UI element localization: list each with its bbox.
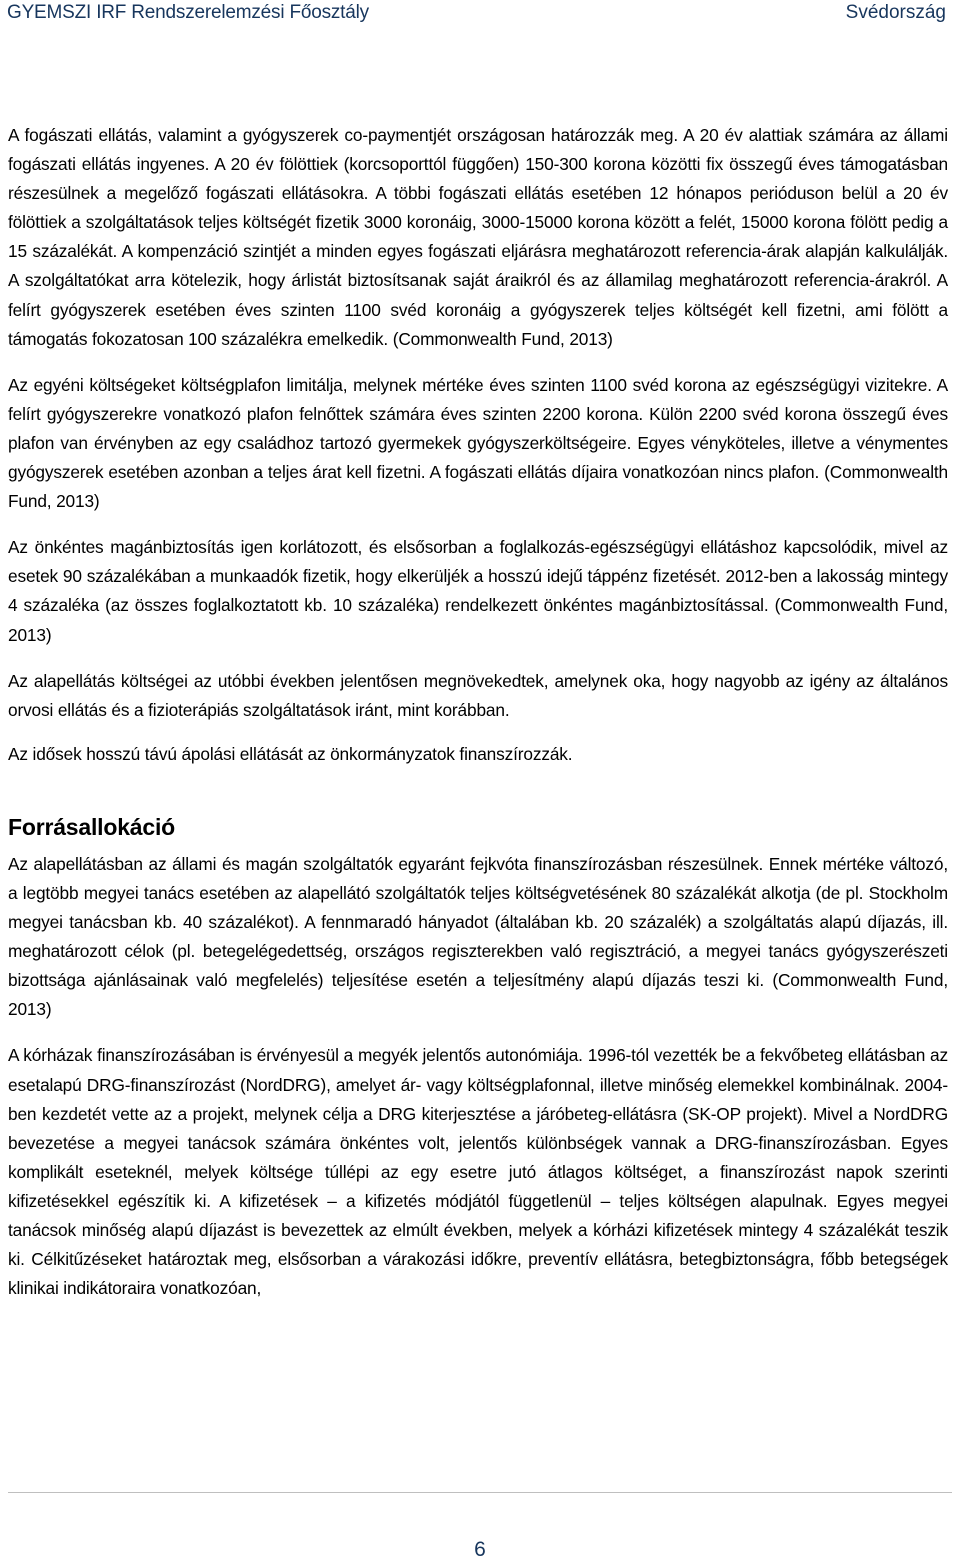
footer-divider [8, 1492, 952, 1493]
paragraph-cost-ceiling: Az egyéni költségeket költségplafon limitálja, melynek mértéke éves szinten 1100 svéd korona az egészségügyi vizitekre. A felírt gyógyszerekre vonatkozó plafon felnőttek számára éves szinten 2200 korona. Külön 2200 svéd korona összegű éves plafon van érvényben az egy családhoz tartozó gyermekek gyógyszerköltségeire. Egyes vényköteles, illetve a vénymentes gyógyszerek esetében azonban a teljes árat kell fizetni. A fogászati ellátás díjaira vonatkozóan nincs plafon. (Commonwealth Fund, 2013) [8, 374, 948, 512]
paragraph-dental-copayment: A fogászati ellátás, valamint a gyógyszerek co-paymentjét országosan határozzák meg. A 20 év alattiak számára az állami fogászati ellátás ingyenes. A 20 év fölöttiek (korcsoporttól függően) 150-300 korona közötti fix összegű éves támogatásban részesülnek a megelőző fogászati ellátásokra. A többi fogászati ellátás esetében 12 hónapos perióduson belül a 20 év fölöttiek a szolgáltatások teljes költségét fizetik 3000 koronáig, 3000-15000 korona között a felét, 15000 korona fölött pedig a 15 százalékát. A kompenzáció szintjét a minden egyes fogászati eljárásra meghatározott referencia-árak alapján kalkulálják. A szolgáltatókat arra kötelezik, hogy árlistát biztosítsanak saját áraikról és az államilag meghatározott referencia-árakról. A felírt gyógyszerek esetében éves szinten 1100 svéd koronáig a gyógyszerek teljes költségét kell fizetni, ami fölött a támogatás fokozatosan 100 százalékra emelkedik. (Commonwealth Fund, 2013) [8, 125, 948, 349]
section-heading: Forrásallokáció [8, 813, 176, 840]
paragraph-elderly-care: Az idősek hosszú távú ápolási ellátását az önkormányzatok finanszírozzák. [8, 743, 573, 764]
page-number: 6 [474, 1538, 486, 1561]
paragraph-hospital-financing: A kórházak finanszírozásában is érvényesül a megyék jelentős autonómiája. 1996-tól vezették be a fekvőbeteg ellátásban az esetalapú DRG-finanszírozást (NordDRG), amelyet ár- vagy költségplafonnal, illetve minőség elemekkel kombinálnak. 2004-ben kezdetét vette az a projekt, melynek célja a DRG kiterjesztése a járóbeteg-ellátásra (SK-OP projekt). Mivel a NordDRG bevezetése a megyei tanácsok számára önkéntes volt, jelentős különbségek vannak a DRG-finanszírozásban. Egyes komplikált eseteknél, melyek költsége túllépi az egy esetre jutó átlagos költséget, a finanszírozást napok szerinti kifizetésekkel egészítik ki. A kifizetések – a kifizetés módjától függetlenül – teljes költségen alapulnak. Egyes megyei tanácsok minőség alapú díjazást is bevezettek az elmúlt években, melyek a kórházi kifizetések mintegy 4 százalékát teszik ki. Célkitűzéseket határoztak meg, elsősorban a várakozási időkre, preventív ellátásra, betegbiztonságra, főbb betegségek klinikai indikátoraira vonatkozóan, [8, 1045, 948, 1299]
page-header [0, 0, 960, 36]
header-organization: GYEMSZI IRF Rendszerelemzési Főosztály [7, 2, 369, 23]
document-body [8, 121, 948, 1320]
paragraph-primary-care-costs: Az alapellátás költségei az utóbbi években jelentősen megnövekedtek, amelynek oka, hogy nagyobb az igény az általános orvosi ellátás és a fizioterápiás szolgáltatások iránt, mint korábban. [8, 670, 948, 720]
paragraph-primary-care-financing: Az alapellátásban az állami és magán szolgáltatók egyaránt fejkvóta finanszírozásban részesülnek. Ennek mértéke változó, a legtöbb megyei tanács esetében az alapellátó szolgáltatók teljes költségvetésének 80 százalékát alkotja (de pl. Stockholm megyei tanácsban kb. 40 százalékot). A fennmaradó hányadot (általában kb. 20 százalék) a szolgáltatás alapú díjazás, ill. meghatározott célok (pl. betegelégedettség, országos regiszterekben való regisztráció, a megyei tanács gyógyszerészeti bizottsága ajánlásainak való megfelelés) teljesítése esetén a teljesítmény alapú díjazás teszi ki. (Commonwealth Fund, 2013) [8, 853, 948, 1020]
header-country: Svédország [845, 2, 946, 23]
paragraph-private-insurance: Az önkéntes magánbiztosítás igen korlátozott, és elsősorban a foglalkozás-egészségügyi ellátáshoz kapcsolódik, mivel az esetek 90 százalékában a munkaadók fizetik, hogy elkerüljék a hosszú idejű táppénz fizetését. 2012-ben a lakosság mintegy 4 százaléka (az összes foglalkoztatott kb. 10 százaléka) rendelkezett önkéntes magánbiztosítással. (Commonwealth Fund, 2013) [8, 537, 948, 645]
